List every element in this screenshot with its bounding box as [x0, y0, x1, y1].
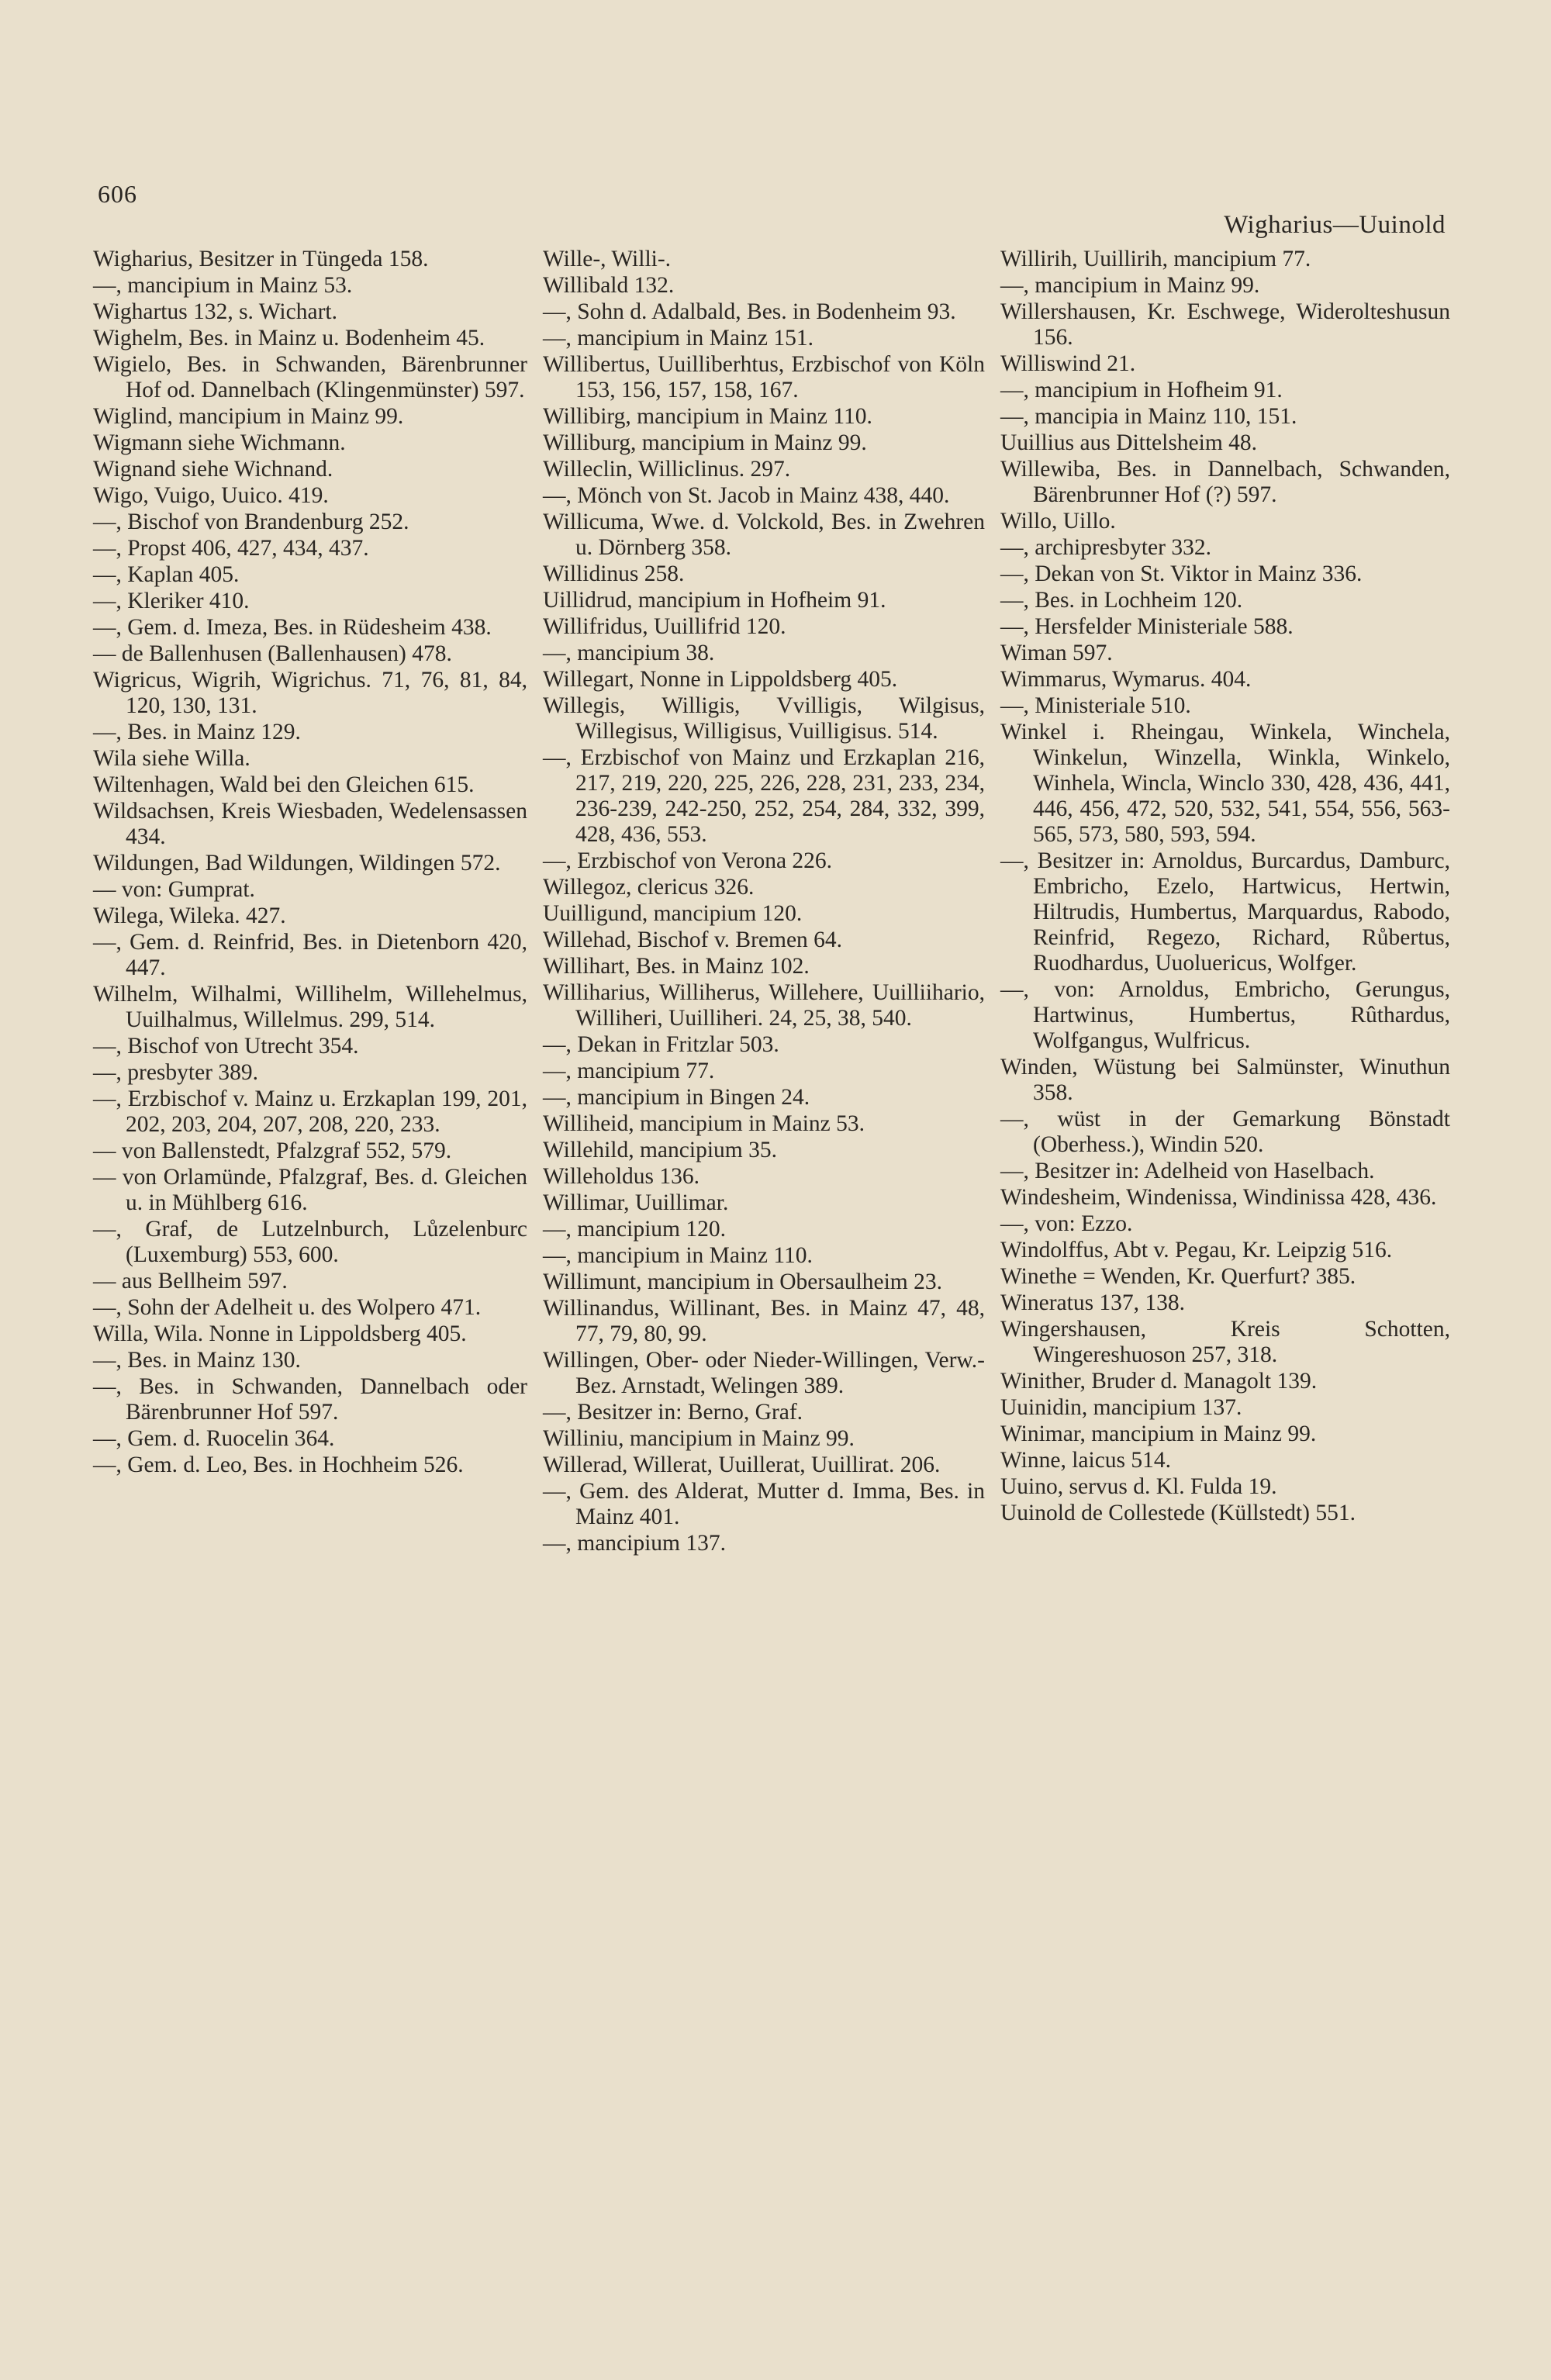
index-entry: Wilhelm, Wilhalmi, Willihelm, Willehelmus, Uuilhalmus, Willelmus. 299, 514.: [93, 982, 527, 1032]
index-entry: Willershausen, Kr. Eschwege, Widerolteshusun 156.: [1000, 299, 1450, 350]
index-entry: Wiman 597.: [1000, 641, 1113, 665]
index-entry: Williniu, mancipium in Mainz 99.: [543, 1426, 855, 1451]
index-entry: Winethe = Wenden, Kr. Querfurt? 385.: [1000, 1264, 1356, 1289]
index-entry: —, Bischof von Utrecht 354.: [93, 1034, 359, 1059]
index-entry: Willibald 132.: [543, 273, 675, 298]
index-entry: —, Sohn d. Adalbald, Bes. in Bodenheim 93.: [543, 299, 956, 324]
index-entry: —, wüst in der Gemarkung Bönstadt (Oberhess.), Windin 520.: [1000, 1107, 1450, 1157]
index-entry: Willehild, mancipium 35.: [543, 1138, 777, 1162]
index-entry: —, von: Ezzo.: [1000, 1211, 1133, 1236]
index-entry: —, Kaplan 405.: [93, 562, 240, 587]
index-entry: Willihart, Bes. in Mainz 102.: [543, 954, 810, 979]
index-entry: —, mancipium in Bingen 24.: [543, 1085, 810, 1110]
index-column-3: [1000, 247, 1450, 1527]
index-entry: —, presbyter 389.: [93, 1060, 259, 1085]
index-entry: —, Erzbischof von Verona 226.: [543, 848, 833, 873]
index-entry: Wimmarus, Wymarus. 404.: [1000, 667, 1252, 692]
index-column-1: [93, 247, 527, 1479]
index-entry: Wigricus, Wigrih, Wigrichus. 71, 76, 81, 84, 120, 130, 131.: [93, 668, 527, 718]
index-entry: — aus Bellheim 597.: [93, 1269, 288, 1294]
index-entry: —, mancipium in Mainz 99.: [1000, 273, 1260, 298]
index-entry: Wineratus 137, 138.: [1000, 1290, 1186, 1315]
index-entry: Wildsachsen, Kreis Wiesbaden, Wedelensassen 434.: [93, 799, 527, 849]
index-entry: —, Bes. in Schwanden, Dannelbach oder Bärenbrunner Hof 597.: [93, 1374, 527, 1425]
index-entry: Wighelm, Bes. in Mainz u. Bodenheim 45.: [93, 326, 485, 351]
index-entry: — de Ballenhusen (Ballenhausen) 478.: [93, 641, 452, 666]
index-entry: —, mancipium in Mainz 110.: [543, 1243, 813, 1268]
index-entry: —, Dekan von St. Viktor in Mainz 336.: [1000, 561, 1363, 586]
index-entry: —, Erzbischof von Mainz und Erzkaplan 216, 217, 219, 220, 225, 226, 228, 231, 233, 234, 236-239, 242-250, 252, 254, 284, 332, 399, 428, 436, 553.: [543, 745, 985, 847]
index-column-2: [543, 247, 985, 1557]
index-entry: —, Hersfelder Ministeriale 588.: [1000, 614, 1294, 639]
index-entry: Willehad, Bischof v. Bremen 64.: [543, 927, 843, 952]
index-entry: Willinandus, Willinant, Bes. in Mainz 47, 48, 77, 79, 80, 99.: [543, 1296, 985, 1346]
index-entry: —, Erzbischof v. Mainz u. Erzkaplan 199, 201, 202, 203, 204, 207, 208, 220, 233.: [93, 1086, 527, 1137]
index-entry: Wignand siehe Wichnand.: [93, 457, 333, 482]
index-entry: Willerad, Willerat, Uuillerat, Uuillirat. 206.: [543, 1453, 941, 1477]
index-entry: —, Gem. d. Leo, Bes. in Hochheim 526.: [93, 1453, 464, 1477]
index-entry: Wildungen, Bad Wildungen, Wildingen 572.: [93, 851, 501, 876]
index-entry: —, mancipium in Mainz 151.: [543, 326, 814, 351]
index-entry: Willidinus 258.: [543, 561, 685, 586]
index-entry: — von Ballenstedt, Pfalzgraf 552, 579.: [93, 1138, 452, 1163]
index-entry: Uuillius aus Dittelsheim 48.: [1000, 430, 1258, 455]
page-number: 606: [98, 180, 137, 208]
index-entry: —, Mönch von St. Jacob in Mainz 438, 440.: [543, 483, 950, 508]
index-entry: Uuilligund, mancipium 120.: [543, 901, 803, 926]
index-entry: Willa, Wila. Nonne in Lippoldsberg 405.: [93, 1321, 467, 1346]
index-entry: Uuino, servus d. Kl. Fulda 19.: [1000, 1474, 1277, 1499]
index-entry: Wiltenhagen, Wald bei den Gleichen 615.: [93, 772, 475, 797]
index-entry: Willicuma, Wwe. d. Volckold, Bes. in Zwehren u. Dörnberg 358.: [543, 510, 985, 560]
index-entry: Willimunt, mancipium in Obersaulheim 23.: [543, 1269, 942, 1294]
index-entry: Winither, Bruder d. Managolt 139.: [1000, 1369, 1318, 1394]
index-entry: —, Dekan in Fritzlar 503.: [543, 1032, 779, 1057]
index-entry: Wigmann siehe Wichmann.: [93, 430, 346, 455]
index-entry: —, Propst 406, 427, 434, 437.: [93, 536, 369, 561]
index-entry: Willibirg, mancipium in Mainz 110.: [543, 404, 872, 429]
index-entry: Uillidrud, mancipium in Hofheim 91.: [543, 588, 886, 613]
index-entry: Williheid, mancipium in Mainz 53.: [543, 1111, 865, 1136]
index-entry: —, mancipia in Mainz 110, 151.: [1000, 404, 1297, 429]
index-entry: —, mancipium 120.: [543, 1217, 726, 1242]
index-entry: —, Besitzer in: Arnoldus, Burcardus, Damburc, Embricho, Ezelo, Hartwicus, Hertwin, Hiltrudis, Humbertus, Marquardus, Rabodo, Reinfrid, Regezo, Richard, Růbertus, Ruodhardus, Uuoluericus, Wolfger.: [1000, 848, 1450, 976]
index-entry: Uuinidin, mancipium 137.: [1000, 1395, 1242, 1420]
index-entry: Willegart, Nonne in Lippoldsberg 405.: [543, 667, 898, 692]
index-entry: Wille-, Willi-.: [543, 247, 672, 271]
index-entry: —, Bes. in Mainz 130.: [93, 1348, 301, 1373]
index-entry: Wila siehe Willa.: [93, 746, 250, 771]
index-entry: Willibertus, Uuilliberhtus, Erzbischof von Köln 153, 156, 157, 158, 167.: [543, 352, 985, 402]
running-head: Wigharius—Uuinold: [1224, 211, 1446, 239]
index-entry: Williswind 21.: [1000, 351, 1136, 376]
index-entry: —, Ministeriale 510.: [1000, 693, 1191, 718]
index-entry: — von Orlamünde, Pfalzgraf, Bes. d. Gleichen u. in Mühlberg 616.: [93, 1165, 527, 1215]
index-entry: Willingen, Ober- oder Nieder-Willingen, Verw.-Bez. Arnstadt, Welingen 389.: [543, 1348, 985, 1398]
index-entry: —, archipresbyter 332.: [1000, 535, 1211, 560]
index-entry: Winne, laicus 514.: [1000, 1448, 1172, 1473]
index-entry: —, Gem. d. Imeza, Bes. in Rüdesheim 438.: [93, 615, 492, 640]
index-entry: —, von: Arnoldus, Embricho, Gerungus, Hartwinus, Humbertus, Rûthardus, Wolfgangus, Wulfricus.: [1000, 977, 1450, 1053]
index-entry: —, Sohn der Adelheit u. des Wolpero 471.: [93, 1295, 482, 1320]
index-entry: —, Bes. in Mainz 129.: [93, 720, 301, 744]
index-entry: Williburg, mancipium in Mainz 99.: [543, 430, 867, 455]
index-entry: —, Bes. in Lochheim 120.: [1000, 588, 1243, 613]
index-entry: —, mancipium in Mainz 53.: [93, 273, 353, 298]
index-entry: Uuinold de Collestede (Küllstedt) 551.: [1000, 1501, 1356, 1525]
index-entry: Windesheim, Windenissa, Windinissa 428, 436.: [1000, 1185, 1437, 1210]
index-entry: Williharius, Williherus, Willehere, Uuilliihario, Williheri, Uuilliheri. 24, 25, 38, 540.: [543, 980, 985, 1031]
index-entry: —, mancipium 137.: [543, 1531, 726, 1556]
index-entry: Willewiba, Bes. in Dannelbach, Schwanden, Bärenbrunner Hof (?) 597.: [1000, 457, 1450, 507]
index-entry: —, Gem. d. Ruocelin 364.: [93, 1426, 335, 1451]
index-entry: Wighartus 132, s. Wichart.: [93, 299, 337, 324]
index-entry: Wingershausen, Kreis Schotten, Wingereshuoson 257, 318.: [1000, 1317, 1450, 1367]
index-entry: Willifridus, Uuillifrid 120.: [543, 614, 786, 639]
index-entry: Willo, Uillo.: [1000, 509, 1116, 534]
index-entry: —, Gem. des Alderat, Mutter d. Imma, Bes. in Mainz 401.: [543, 1479, 985, 1529]
index-entry: Willirih, Uuillirih, mancipium 77.: [1000, 247, 1311, 271]
index-entry: Wiglind, mancipium in Mainz 99.: [93, 404, 404, 429]
index-entry: —, mancipium 77.: [543, 1059, 715, 1083]
index-entry: Winden, Wüstung bei Salmünster, Winuthun 358.: [1000, 1055, 1450, 1105]
index-entry: Wigharius, Besitzer in Tüngeda 158.: [93, 247, 429, 271]
index-entry: —, mancipium in Hofheim 91.: [1000, 378, 1283, 402]
index-entry: Willegis, Willigis, Vvilligis, Wilgisus, Willegisus, Willigisus, Vuilligisus. 514.: [543, 693, 985, 744]
index-entry: —, Besitzer in: Berno, Graf.: [543, 1400, 803, 1425]
index-entry: — von: Gumprat.: [93, 877, 255, 902]
index-entry: —, Graf, de Lutzelnburch, Lůzelenburc (Luxemburg) 553, 600.: [93, 1217, 527, 1267]
index-entry: Willeholdus 136.: [543, 1164, 700, 1189]
index-entry: Winkel i. Rheingau, Winkela, Winchela, Winkelun, Winzella, Winkla, Winkelo, Winhela, Wincla, Winclo 330, 428, 436, 441, 446, 456, 472, 520, 532, 541, 554, 556, 563-565, 573, 580, 593, 594.: [1000, 720, 1450, 847]
index-entry: —, Kleriker 410.: [93, 589, 250, 613]
index-entry: Wigielo, Bes. in Schwanden, Bärenbrunner Hof od. Dannelbach (Klingenmünster) 597.: [93, 352, 527, 402]
index-entry: —, Bischof von Brandenburg 252.: [93, 510, 409, 534]
index-entry: Wigo, Vuigo, Uuico. 419.: [93, 483, 329, 508]
index-entry: Willeclin, Williclinus. 297.: [543, 457, 791, 482]
index-entry: Windolffus, Abt v. Pegau, Kr. Leipzig 516.: [1000, 1238, 1393, 1263]
index-entry: Winimar, mancipium in Mainz 99.: [1000, 1421, 1317, 1446]
index-entry: Wilega, Wileka. 427.: [93, 903, 286, 928]
index-entry: —, Gem. d. Reinfrid, Bes. in Dietenborn 420, 447.: [93, 930, 527, 980]
index-entry: —, Besitzer in: Adelheid von Haselbach.: [1000, 1159, 1375, 1183]
index-entry: —, mancipium 38.: [543, 641, 715, 665]
index-entry: Willimar, Uuillimar.: [543, 1190, 729, 1215]
index-entry: Willegoz, clericus 326.: [543, 875, 755, 900]
